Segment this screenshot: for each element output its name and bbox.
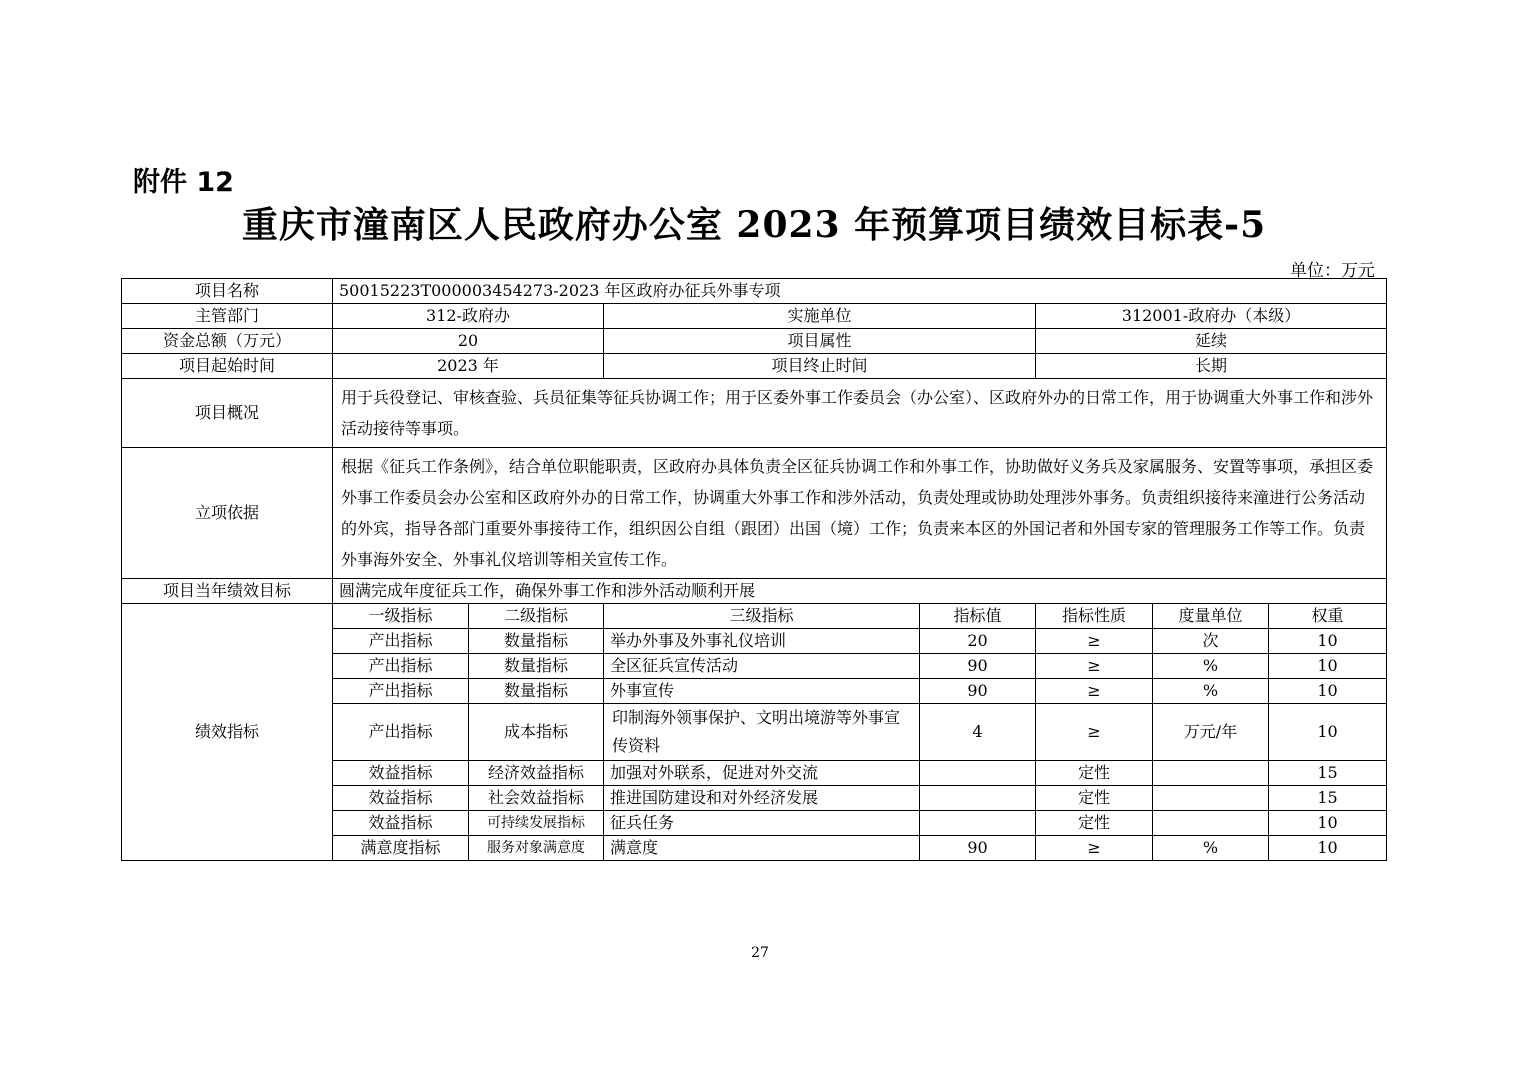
indicator-value — [920, 811, 1036, 836]
indicator-nature: 定性 — [1036, 761, 1153, 786]
indicator-l2: 成本指标 — [469, 704, 604, 761]
indicator-nature: 定性 — [1036, 786, 1153, 811]
attr-label: 项目属性 — [604, 329, 1036, 354]
indicator-weight: 10 — [1269, 704, 1387, 761]
indicator-l2: 数量指标 — [469, 629, 604, 654]
basis-label: 立项依据 — [122, 448, 333, 579]
indicator-l3: 满意度 — [604, 836, 920, 861]
indicator-l1: 产出指标 — [333, 629, 469, 654]
impl-label: 实施单位 — [604, 304, 1036, 329]
indicator-l1: 产出指标 — [333, 704, 469, 761]
indicator-unit — [1153, 811, 1269, 836]
indicator-nature: 定性 — [1036, 811, 1153, 836]
indicator-nature: ≥ — [1036, 629, 1153, 654]
indicator-value: 90 — [920, 654, 1036, 679]
indicator-weight: 15 — [1269, 786, 1387, 811]
indicator-l2: 经济效益指标 — [469, 761, 604, 786]
indicator-l1: 效益指标 — [333, 786, 469, 811]
project-name-label: 项目名称 — [122, 279, 333, 304]
overview-value: 用于兵役登记、审核查验、兵员征集等征兵协调工作；用于区委外事工作委员会（办公室）、区政府外办的日常工作，用于协调重大外事工作和涉外活动接待等事项。 — [333, 379, 1387, 448]
fund-row — [122, 329, 1387, 354]
indicator-value: 90 — [920, 836, 1036, 861]
project-name-row — [122, 279, 1387, 304]
page-number: 27 — [751, 945, 769, 961]
dept-label: 主管部门 — [122, 304, 333, 329]
overview-label: 项目概况 — [122, 379, 333, 448]
indicator-l3: 推进国防建设和对外经济发展 — [604, 786, 920, 811]
attachment-label: 附件 12 — [133, 167, 234, 198]
indicator-l1: 满意度指标 — [333, 836, 469, 861]
indicator-nature: ≥ — [1036, 679, 1153, 704]
indicator-value: 90 — [920, 679, 1036, 704]
indicator-unit: % — [1153, 679, 1269, 704]
header-l2: 二级指标 — [469, 604, 604, 629]
indicator-l2: 数量指标 — [469, 654, 604, 679]
indicator-unit: 万元/年 — [1153, 704, 1269, 761]
header-weight: 权重 — [1269, 604, 1387, 629]
indicator-l1: 效益指标 — [333, 811, 469, 836]
overview-row — [122, 379, 1387, 448]
indicator-value: 4 — [920, 704, 1036, 761]
page-title: 重庆市潼南区人民政府办公室 2023 年预算项目绩效目标表-5 — [241, 204, 1267, 246]
basis-row — [122, 448, 1387, 579]
indicator-unit — [1153, 761, 1269, 786]
indicator-section-label: 绩效指标 — [122, 604, 333, 861]
indicator-weight: 10 — [1269, 629, 1387, 654]
indicator-l1: 产出指标 — [333, 679, 469, 704]
indicator-l2: 可持续发展指标 — [469, 811, 604, 836]
indicator-l2: 社会效益指标 — [469, 786, 604, 811]
indicator-l3: 印制海外领事保护、文明出境游等外事宣传资料 — [604, 704, 920, 761]
header-unit: 度量单位 — [1153, 604, 1269, 629]
indicator-unit: % — [1153, 654, 1269, 679]
indicator-unit: % — [1153, 836, 1269, 861]
indicator-value — [920, 761, 1036, 786]
indicator-weight: 15 — [1269, 761, 1387, 786]
goal-value: 圆满完成年度征兵工作，确保外事工作和涉外活动顺利开展 — [333, 579, 1387, 604]
performance-table — [121, 278, 1387, 861]
indicator-unit: 次 — [1153, 629, 1269, 654]
header-l3: 三级指标 — [604, 604, 920, 629]
start-value: 2023 年 — [333, 354, 604, 379]
dept-row — [122, 304, 1387, 329]
indicator-l3: 举办外事及外事礼仪培训 — [604, 629, 920, 654]
indicator-l3: 全区征兵宣传活动 — [604, 654, 920, 679]
fund-value: 20 — [333, 329, 604, 354]
indicator-nature: ≥ — [1036, 654, 1153, 679]
indicator-l2: 数量指标 — [469, 679, 604, 704]
time-row — [122, 354, 1387, 379]
impl-value: 312001-政府办（本级） — [1036, 304, 1387, 329]
end-label: 项目终止时间 — [604, 354, 1036, 379]
project-name-value: 50015223T000003454273-2023 年区政府办征兵外事专项 — [333, 279, 1387, 304]
header-l1: 一级指标 — [333, 604, 469, 629]
indicator-l3: 外事宣传 — [604, 679, 920, 704]
indicator-weight: 10 — [1269, 679, 1387, 704]
indicator-weight: 10 — [1269, 654, 1387, 679]
attr-value: 延续 — [1036, 329, 1387, 354]
indicator-weight: 10 — [1269, 811, 1387, 836]
header-value: 指标值 — [920, 604, 1036, 629]
indicator-value — [920, 786, 1036, 811]
goal-label: 项目当年绩效目标 — [122, 579, 333, 604]
indicator-weight: 10 — [1269, 836, 1387, 861]
indicator-nature: ≥ — [1036, 836, 1153, 861]
end-value: 长期 — [1036, 354, 1387, 379]
indicator-l3: 加强对外联系，促进对外交流 — [604, 761, 920, 786]
unit-label: 单位：万元 — [1290, 261, 1375, 281]
dept-value: 312-政府办 — [333, 304, 604, 329]
fund-label: 资金总额（万元） — [122, 329, 333, 354]
indicator-header-row — [122, 604, 1387, 629]
header-nature: 指标性质 — [1036, 604, 1153, 629]
indicator-unit — [1153, 786, 1269, 811]
start-label: 项目起始时间 — [122, 354, 333, 379]
goal-row — [122, 579, 1387, 604]
indicator-nature: ≥ — [1036, 704, 1153, 761]
indicator-l3: 征兵任务 — [604, 811, 920, 836]
indicator-value: 20 — [920, 629, 1036, 654]
indicator-l1: 效益指标 — [333, 761, 469, 786]
indicator-l1: 产出指标 — [333, 654, 469, 679]
basis-value: 根据《征兵工作条例》，结合单位职能职责，区政府办具体负责全区征兵协调工作和外事工作，协助做好义务兵及家属服务、安置等事项，承担区委外事工作委员会办公室和区政府外办的日常工作，协调重大外事工作和涉外活动，负责处理或协助处理涉外事务。负责组织接待来潼进行公务活动的外宾，指导各部门重要外事接待工作，组织因公自组（跟团）出国（境）工作；负责来本区的外国记者和外国专家的管理服务工作等工作。负责外事海外安全、外事礼仪培训等相关宣传工作。 — [333, 448, 1387, 579]
indicator-l2: 服务对象满意度 — [469, 836, 604, 861]
